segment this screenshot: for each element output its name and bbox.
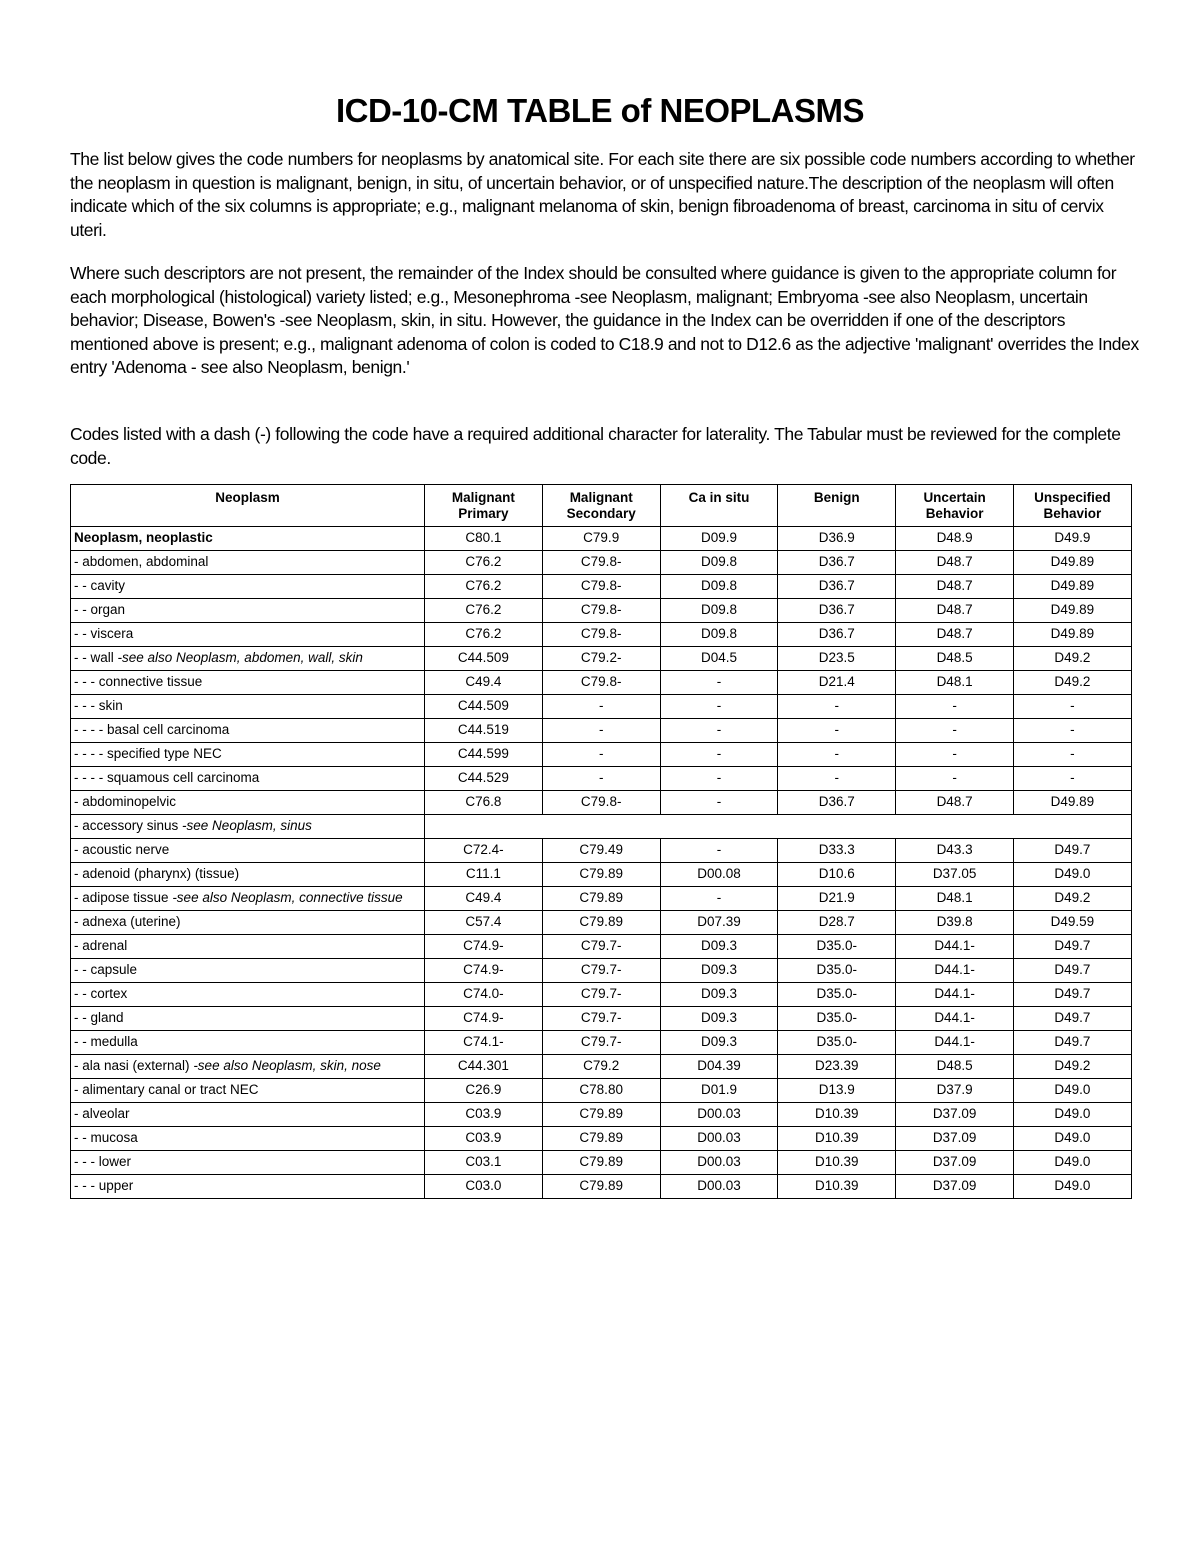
header-text: Unspecified [1034, 490, 1111, 505]
table-row [71, 911, 1132, 935]
code-malignant-secondary: C79.49 [542, 839, 660, 863]
site-cell [71, 1055, 425, 1079]
header-text: Benign [813, 490, 860, 505]
code-benign: D10.39 [778, 1151, 896, 1175]
code-unspecified-behavior: D49.9 [1013, 527, 1131, 551]
cross-reference-note: -see Neoplasm, sinus [182, 818, 312, 833]
code-unspecified-behavior: D49.0 [1013, 1175, 1131, 1199]
site-name: - - - skin [74, 698, 123, 713]
code-benign: D10.6 [778, 863, 896, 887]
code-benign: D10.39 [778, 1175, 896, 1199]
site-name: - - capsule [74, 962, 138, 977]
site-name: - - viscera [74, 626, 134, 641]
col-header-malignant-primary [425, 485, 543, 527]
code-ca-in-situ: D09.9 [660, 527, 778, 551]
code-ca-in-situ: D09.8 [660, 575, 778, 599]
code-benign: D36.7 [778, 599, 896, 623]
header-text: Ca in situ [688, 490, 750, 505]
code-uncertain-behavior: - [896, 743, 1014, 767]
site-cell [71, 1127, 425, 1151]
code-uncertain-behavior: D44.1- [896, 935, 1014, 959]
site-cell [71, 719, 425, 743]
code-uncertain-behavior: D43.3 [896, 839, 1014, 863]
empty-merged-cell [425, 815, 1132, 839]
page-title: ICD-10-CM TABLE of NEOPLASMS [335, 92, 865, 129]
code-ca-in-situ: D04.39 [660, 1055, 778, 1079]
code-malignant-primary: C44.529 [425, 767, 543, 791]
table-row [71, 671, 1132, 695]
code-uncertain-behavior: D48.7 [896, 575, 1014, 599]
code-ca-in-situ: - [660, 767, 778, 791]
code-malignant-secondary: C79.7- [542, 983, 660, 1007]
code-uncertain-behavior: D48.7 [896, 791, 1014, 815]
table-row [71, 1007, 1132, 1031]
code-ca-in-situ: D09.8 [660, 623, 778, 647]
site-name: - - - connective tissue [74, 674, 203, 689]
code-ca-in-situ: - [660, 695, 778, 719]
code-malignant-primary: C49.4 [425, 671, 543, 695]
site-name: - alveolar [74, 1106, 130, 1121]
col-header-ca-in-situ [660, 485, 778, 527]
header-text: Malignant [569, 490, 633, 505]
code-malignant-secondary: C79.8- [542, 551, 660, 575]
site-name: - adrenal [74, 938, 128, 953]
col-header-uncertain-behavior [896, 485, 1014, 527]
code-ca-in-situ: - [660, 887, 778, 911]
site-name: - alimentary canal or tract NEC [74, 1082, 259, 1097]
code-malignant-primary: C80.1 [425, 527, 543, 551]
code-unspecified-behavior: D49.89 [1013, 575, 1131, 599]
code-malignant-primary: C74.9- [425, 1007, 543, 1031]
code-unspecified-behavior: D49.0 [1013, 1079, 1131, 1103]
code-malignant-secondary: C78.80 [542, 1079, 660, 1103]
code-malignant-primary: C76.2 [425, 623, 543, 647]
table-row [71, 959, 1132, 983]
code-malignant-secondary: C79.89 [542, 1151, 660, 1175]
header-text: Secondary [566, 505, 636, 521]
code-uncertain-behavior: - [896, 767, 1014, 791]
code-benign: D36.7 [778, 551, 896, 575]
col-header-malignant-secondary [542, 485, 660, 527]
table-row [71, 839, 1132, 863]
table-header-row [71, 485, 1132, 527]
code-malignant-secondary: C79.89 [542, 887, 660, 911]
code-benign: D23.39 [778, 1055, 896, 1079]
code-unspecified-behavior: D49.2 [1013, 887, 1131, 911]
site-name: - - cortex [74, 986, 128, 1001]
col-header-neoplasm [71, 485, 425, 527]
site-cell [71, 911, 425, 935]
code-malignant-secondary: C79.89 [542, 1127, 660, 1151]
code-benign: D35.0- [778, 959, 896, 983]
code-ca-in-situ: - [660, 719, 778, 743]
site-cell [71, 599, 425, 623]
code-malignant-secondary: C79.8- [542, 599, 660, 623]
code-malignant-secondary: C79.7- [542, 1031, 660, 1055]
site-cell [71, 791, 425, 815]
site-cell [71, 839, 425, 863]
code-malignant-secondary: C79.8- [542, 623, 660, 647]
table-row [71, 767, 1132, 791]
table-row [71, 1031, 1132, 1055]
code-malignant-primary: C44.599 [425, 743, 543, 767]
code-unspecified-behavior: D49.7 [1013, 1007, 1131, 1031]
code-benign: D36.9 [778, 527, 896, 551]
site-cell [71, 815, 425, 839]
laterality-note: Codes listed with a dash (-) following the code have a required additional character for laterality. The Tabular must be reviewed for the complete code. [70, 424, 1121, 468]
code-unspecified-behavior: - [1013, 695, 1131, 719]
code-uncertain-behavior: D48.5 [896, 1055, 1014, 1079]
site-cell [71, 1151, 425, 1175]
site-cell [71, 695, 425, 719]
header-text: Uncertain [923, 490, 986, 505]
site-cell [71, 575, 425, 599]
code-malignant-primary: C76.2 [425, 575, 543, 599]
header-text: Behavior [1043, 505, 1102, 521]
code-malignant-secondary: - [542, 767, 660, 791]
code-malignant-secondary: C79.7- [542, 1007, 660, 1031]
code-benign: - [778, 719, 896, 743]
site-cell [71, 1007, 425, 1031]
site-name: - - - - basal cell carcinoma [74, 722, 230, 737]
code-ca-in-situ: - [660, 839, 778, 863]
code-unspecified-behavior: - [1013, 719, 1131, 743]
code-uncertain-behavior: D37.09 [896, 1127, 1014, 1151]
code-malignant-primary: C44.519 [425, 719, 543, 743]
site-name: - adnexa (uterine) [74, 914, 181, 929]
code-malignant-primary: C44.509 [425, 695, 543, 719]
site-name: - adipose tissue [74, 890, 173, 905]
site-name: - abdominopelvic [74, 794, 177, 809]
table-row [71, 1127, 1132, 1151]
code-malignant-secondary: C79.9 [542, 527, 660, 551]
site-name: - - - - squamous cell carcinoma [74, 770, 260, 785]
header-text: Behavior [925, 505, 984, 521]
code-unspecified-behavior: D49.7 [1013, 1031, 1131, 1055]
code-unspecified-behavior: D49.89 [1013, 599, 1131, 623]
code-malignant-primary: C44.301 [425, 1055, 543, 1079]
code-malignant-primary: C76.8 [425, 791, 543, 815]
code-uncertain-behavior: D37.9 [896, 1079, 1014, 1103]
code-uncertain-behavior: D44.1- [896, 1031, 1014, 1055]
code-uncertain-behavior: D44.1- [896, 1007, 1014, 1031]
code-malignant-secondary: - [542, 719, 660, 743]
site-cell [71, 647, 425, 671]
guidance-paragraph: Where such descriptors are not present, the remainder of the Index should be consulted where guidance is given to the appropriate column for each morphological (histological) variety listed; e.g., Mesonephroma -see Neoplasm, malignant; Embryoma -see also Neoplasm, uncertain behavior; Disease, Bowen's -see Neoplasm, skin, in situ. However, the guidance in the Index can be overridden if one of the descriptors mentioned above is present; e.g., malignant adenoma of colon is coded to C18.9 and not to D12.6 as the adjective 'malignant' overrides the Index entry 'Adenoma - see also Neoplasm, benign.' [70, 263, 1139, 377]
code-uncertain-behavior: - [896, 695, 1014, 719]
code-uncertain-behavior: D37.09 [896, 1175, 1014, 1199]
code-unspecified-behavior: D49.0 [1013, 1103, 1131, 1127]
code-malignant-secondary: C79.89 [542, 863, 660, 887]
code-uncertain-behavior: D48.7 [896, 623, 1014, 647]
code-malignant-secondary: - [542, 695, 660, 719]
code-ca-in-situ: D07.39 [660, 911, 778, 935]
table-row [71, 791, 1132, 815]
site-cell [71, 1079, 425, 1103]
code-malignant-secondary: C79.7- [542, 959, 660, 983]
code-malignant-secondary: C79.89 [542, 1103, 660, 1127]
site-cell [71, 767, 425, 791]
code-benign: - [778, 767, 896, 791]
code-benign: D36.7 [778, 575, 896, 599]
code-malignant-primary: C74.1- [425, 1031, 543, 1055]
code-unspecified-behavior: D49.7 [1013, 959, 1131, 983]
code-benign: D36.7 [778, 623, 896, 647]
code-benign: D10.39 [778, 1103, 896, 1127]
code-uncertain-behavior: D48.7 [896, 551, 1014, 575]
code-ca-in-situ: D00.03 [660, 1127, 778, 1151]
code-unspecified-behavior: D49.2 [1013, 647, 1131, 671]
table-row [71, 863, 1132, 887]
code-ca-in-situ: D00.08 [660, 863, 778, 887]
code-unspecified-behavior: D49.7 [1013, 839, 1131, 863]
code-unspecified-behavior: D49.2 [1013, 671, 1131, 695]
table-row [71, 743, 1132, 767]
site-cell [71, 1103, 425, 1127]
site-cell [71, 623, 425, 647]
code-benign: - [778, 743, 896, 767]
code-benign: D35.0- [778, 935, 896, 959]
code-benign: D35.0- [778, 1007, 896, 1031]
table-row [71, 935, 1132, 959]
table-row [71, 815, 1132, 839]
site-name: - - gland [74, 1010, 124, 1025]
code-ca-in-situ: - [660, 791, 778, 815]
site-name: - - - lower [74, 1154, 131, 1169]
code-ca-in-situ: D09.3 [660, 1007, 778, 1031]
code-uncertain-behavior: D48.1 [896, 887, 1014, 911]
code-uncertain-behavior: D39.8 [896, 911, 1014, 935]
code-benign: D21.9 [778, 887, 896, 911]
site-name: - - - - specified type NEC [74, 746, 222, 761]
code-unspecified-behavior: D49.2 [1013, 1055, 1131, 1079]
site-cell [71, 983, 425, 1007]
code-malignant-primary: C26.9 [425, 1079, 543, 1103]
table-row [71, 719, 1132, 743]
code-benign: D36.7 [778, 791, 896, 815]
site-cell [71, 935, 425, 959]
code-benign: D35.0- [778, 983, 896, 1007]
code-malignant-primary: C57.4 [425, 911, 543, 935]
site-name: - acoustic nerve [74, 842, 170, 857]
code-malignant-primary: C03.0 [425, 1175, 543, 1199]
code-unspecified-behavior: D49.89 [1013, 551, 1131, 575]
code-unspecified-behavior: D49.89 [1013, 791, 1131, 815]
code-malignant-secondary: C79.8- [542, 575, 660, 599]
cross-reference-note: -see also Neoplasm, skin, nose [193, 1058, 381, 1073]
code-uncertain-behavior: D48.7 [896, 599, 1014, 623]
code-malignant-primary: C03.9 [425, 1127, 543, 1151]
table-row [71, 527, 1132, 551]
code-unspecified-behavior: D49.7 [1013, 935, 1131, 959]
code-ca-in-situ: D09.3 [660, 959, 778, 983]
code-ca-in-situ: D01.9 [660, 1079, 778, 1103]
code-uncertain-behavior: D44.1- [896, 983, 1014, 1007]
site-name: Neoplasm, neoplastic [74, 530, 213, 545]
site-name: - ala nasi (external) [74, 1058, 194, 1073]
site-name: - - organ [74, 602, 126, 617]
table-row [71, 1175, 1132, 1199]
code-malignant-primary: C03.1 [425, 1151, 543, 1175]
header-text: Primary [458, 505, 509, 521]
table-row [71, 1055, 1132, 1079]
site-name: - accessory sinus [74, 818, 183, 833]
code-malignant-primary: C76.2 [425, 599, 543, 623]
code-benign: D13.9 [778, 1079, 896, 1103]
col-header-benign [778, 485, 896, 527]
site-name: - abdomen, abdominal [74, 554, 209, 569]
site-name: - - mucosa [74, 1130, 138, 1145]
code-uncertain-behavior: - [896, 719, 1014, 743]
code-uncertain-behavior: D37.09 [896, 1103, 1014, 1127]
neoplasm-table [70, 484, 1132, 1199]
code-malignant-secondary: C79.89 [542, 1175, 660, 1199]
code-uncertain-behavior: D44.1- [896, 959, 1014, 983]
site-cell [71, 527, 425, 551]
cross-reference-note: -see also Neoplasm, abdomen, wall, skin [117, 650, 363, 665]
code-malignant-primary: C49.4 [425, 887, 543, 911]
code-malignant-secondary: - [542, 743, 660, 767]
header-text: Malignant [451, 490, 515, 505]
code-malignant-primary: C74.9- [425, 935, 543, 959]
code-benign: D28.7 [778, 911, 896, 935]
code-benign: D21.4 [778, 671, 896, 695]
site-cell [71, 1175, 425, 1199]
code-ca-in-situ: - [660, 671, 778, 695]
site-name: - - medulla [74, 1034, 138, 1049]
site-cell [71, 551, 425, 575]
code-ca-in-situ: D09.8 [660, 551, 778, 575]
code-ca-in-situ: D04.5 [660, 647, 778, 671]
code-malignant-primary: C44.509 [425, 647, 543, 671]
table-row [71, 575, 1132, 599]
site-cell [71, 863, 425, 887]
code-malignant-primary: C74.9- [425, 959, 543, 983]
code-malignant-primary: C74.0- [425, 983, 543, 1007]
code-ca-in-situ: D09.3 [660, 983, 778, 1007]
code-unspecified-behavior: D49.7 [1013, 983, 1131, 1007]
site-cell [71, 743, 425, 767]
code-malignant-primary: C76.2 [425, 551, 543, 575]
code-benign: - [778, 695, 896, 719]
code-malignant-secondary: C79.89 [542, 911, 660, 935]
table-row [71, 695, 1132, 719]
code-uncertain-behavior: D37.05 [896, 863, 1014, 887]
site-cell [71, 959, 425, 983]
site-name: - - - upper [74, 1178, 134, 1193]
code-malignant-secondary: C79.8- [542, 791, 660, 815]
code-benign: D35.0- [778, 1031, 896, 1055]
code-malignant-secondary: C79.7- [542, 935, 660, 959]
code-uncertain-behavior: D37.09 [896, 1151, 1014, 1175]
code-benign: D23.5 [778, 647, 896, 671]
code-malignant-primary: C03.9 [425, 1103, 543, 1127]
code-benign: D10.39 [778, 1127, 896, 1151]
code-malignant-primary: C11.1 [425, 863, 543, 887]
table-row [71, 623, 1132, 647]
code-unspecified-behavior: D49.0 [1013, 863, 1131, 887]
code-benign: D33.3 [778, 839, 896, 863]
cross-reference-note: -see also Neoplasm, connective tissue [172, 890, 403, 905]
table-row [71, 551, 1132, 575]
table-row [71, 647, 1132, 671]
table-row [71, 599, 1132, 623]
intro-paragraph: The list below gives the code numbers for neoplasms by anatomical site. For each site there are six possible code numbers according to whether the neoplasm in question is malignant, benign, in situ, of uncertain behavior, or of unspecified nature.The description of the neoplasm will often indicate which of the six columns is appropriate; e.g., malignant melanoma of skin, benign fibroadenoma of breast, carcinoma in situ of cervix uteri. [70, 149, 1135, 240]
code-uncertain-behavior: D48.9 [896, 527, 1014, 551]
code-unspecified-behavior: D49.89 [1013, 623, 1131, 647]
code-ca-in-situ: D00.03 [660, 1103, 778, 1127]
code-unspecified-behavior: - [1013, 743, 1131, 767]
code-malignant-secondary: C79.2- [542, 647, 660, 671]
table-row [71, 1103, 1132, 1127]
site-cell [71, 887, 425, 911]
code-uncertain-behavior: D48.5 [896, 647, 1014, 671]
code-malignant-primary: C72.4- [425, 839, 543, 863]
code-ca-in-situ: D00.03 [660, 1151, 778, 1175]
code-ca-in-situ: D09.3 [660, 1031, 778, 1055]
code-unspecified-behavior: - [1013, 767, 1131, 791]
table-row [71, 1151, 1132, 1175]
header-text: Neoplasm [215, 490, 280, 505]
code-malignant-secondary: C79.8- [542, 671, 660, 695]
col-header-unspecified-behavior [1013, 485, 1131, 527]
site-cell [71, 671, 425, 695]
code-uncertain-behavior: D48.1 [896, 671, 1014, 695]
code-ca-in-situ: D09.3 [660, 935, 778, 959]
code-unspecified-behavior: D49.0 [1013, 1127, 1131, 1151]
code-unspecified-behavior: D49.59 [1013, 911, 1131, 935]
site-name: - - wall [74, 650, 118, 665]
table-body [71, 527, 1132, 1199]
site-cell [71, 1031, 425, 1055]
table-row [71, 887, 1132, 911]
code-malignant-secondary: C79.2 [542, 1055, 660, 1079]
code-ca-in-situ: - [660, 743, 778, 767]
site-name: - adenoid (pharynx) (tissue) [74, 866, 240, 881]
table-row [71, 983, 1132, 1007]
table-row [71, 1079, 1132, 1103]
code-ca-in-situ: D00.03 [660, 1175, 778, 1199]
code-unspecified-behavior: D49.0 [1013, 1151, 1131, 1175]
code-ca-in-situ: D09.8 [660, 599, 778, 623]
site-name: - - cavity [74, 578, 126, 593]
